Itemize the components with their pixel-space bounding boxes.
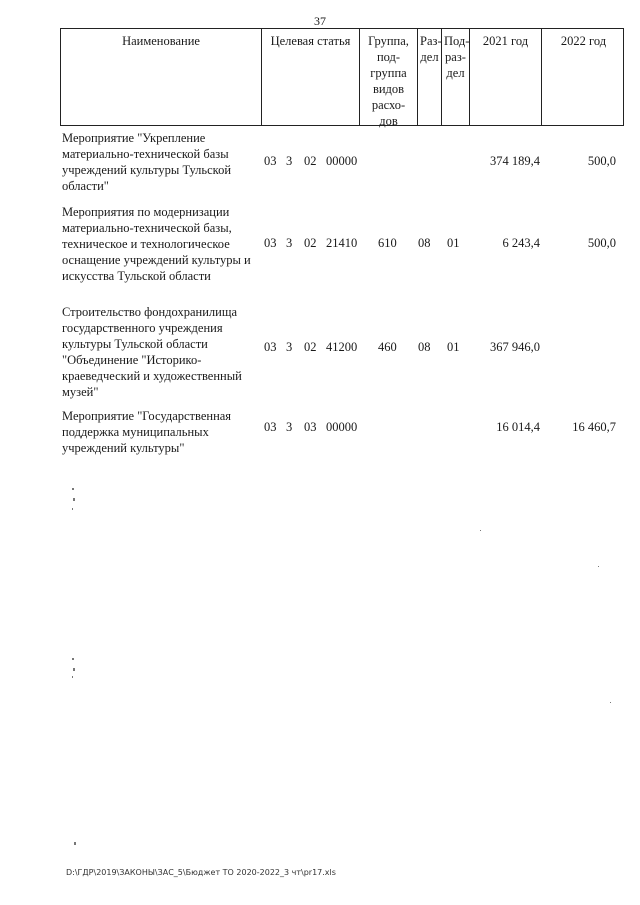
scan-speck — [610, 702, 611, 703]
row-name: Строительство фондохранилища государственного учреждения культуры Тульской области "Объединение "Историко-краеведческий и художественный музей" — [62, 305, 242, 399]
code-subprogram: 3 — [286, 154, 293, 168]
value-2021: 16 014,4 — [496, 420, 540, 434]
code-event: 02 — [304, 340, 317, 354]
code-program: 03 — [264, 420, 277, 434]
code-subsection: 01 — [447, 236, 460, 250]
scan-speck — [72, 508, 73, 510]
code-subprogram: 3 — [286, 236, 293, 250]
scan-speck — [72, 676, 73, 678]
table-header — [60, 28, 624, 126]
header-name: Наименование — [122, 34, 200, 48]
code-group: 610 — [378, 236, 397, 250]
header-group: Группа, под- группа видов расхо- дов — [359, 29, 417, 125]
code-section: 08 — [418, 340, 431, 354]
header-section: Раз- дел — [417, 29, 441, 125]
code-group: 460 — [378, 340, 397, 354]
scan-speck — [72, 488, 74, 490]
table-row — [62, 130, 622, 196]
code-event: 02 — [304, 236, 317, 250]
table-row — [62, 204, 622, 288]
value-2021: 6 243,4 — [502, 236, 540, 250]
header-2022: 2022 год — [541, 29, 625, 125]
code-event: 02 — [304, 154, 317, 168]
page-number: 37 — [314, 14, 326, 28]
code-subprogram: 3 — [286, 340, 293, 354]
code-subsection: 01 — [447, 340, 460, 354]
code-section: 08 — [418, 236, 431, 250]
code-direction: 00000 — [326, 420, 358, 434]
code-event: 03 — [304, 420, 317, 434]
scan-speck — [73, 498, 75, 501]
scan-speck — [73, 668, 75, 671]
file-path-footer: D:\ГДР\2019\ЗАКОНЫ\ЗАС_5\Бюджет ТО 2020-2022_3 чт\pr17.xls — [66, 868, 336, 877]
code-direction: 21410 — [326, 236, 358, 250]
code-direction: 41200 — [326, 340, 358, 354]
table-row — [62, 304, 622, 404]
row-name: Мероприятие "Укрепление материально-технической базы учреждений культуры Тульской области" — [62, 131, 232, 193]
code-subprogram: 3 — [286, 420, 293, 434]
header-2021: 2021 год — [469, 29, 541, 125]
row-name: Мероприятие "Государственная поддержка муниципальных учреждений культуры" — [62, 409, 232, 455]
scan-speck — [74, 842, 76, 845]
value-2021: 374 189,4 — [490, 154, 540, 168]
value-2022: 16 460,7 — [572, 420, 616, 434]
value-2021: 367 946,0 — [490, 340, 540, 354]
table-row — [62, 408, 622, 460]
row-name: Мероприятия по модернизации материально-технической базы, техническое и технологическое оснащение учреждений культуры и искусства Тульской области — [62, 205, 251, 283]
scan-speck — [598, 566, 599, 567]
scan-speck — [480, 530, 481, 531]
code-program: 03 — [264, 340, 277, 354]
value-2022: 500,0 — [587, 154, 616, 168]
header-subsection: Под- раз- дел — [441, 29, 469, 125]
scan-speck — [72, 658, 74, 660]
value-2022: 500,0 — [587, 236, 616, 250]
code-program: 03 — [264, 154, 277, 168]
header-target: Целевая статья — [261, 29, 359, 125]
code-program: 03 — [264, 236, 277, 250]
code-direction: 00000 — [326, 154, 358, 168]
